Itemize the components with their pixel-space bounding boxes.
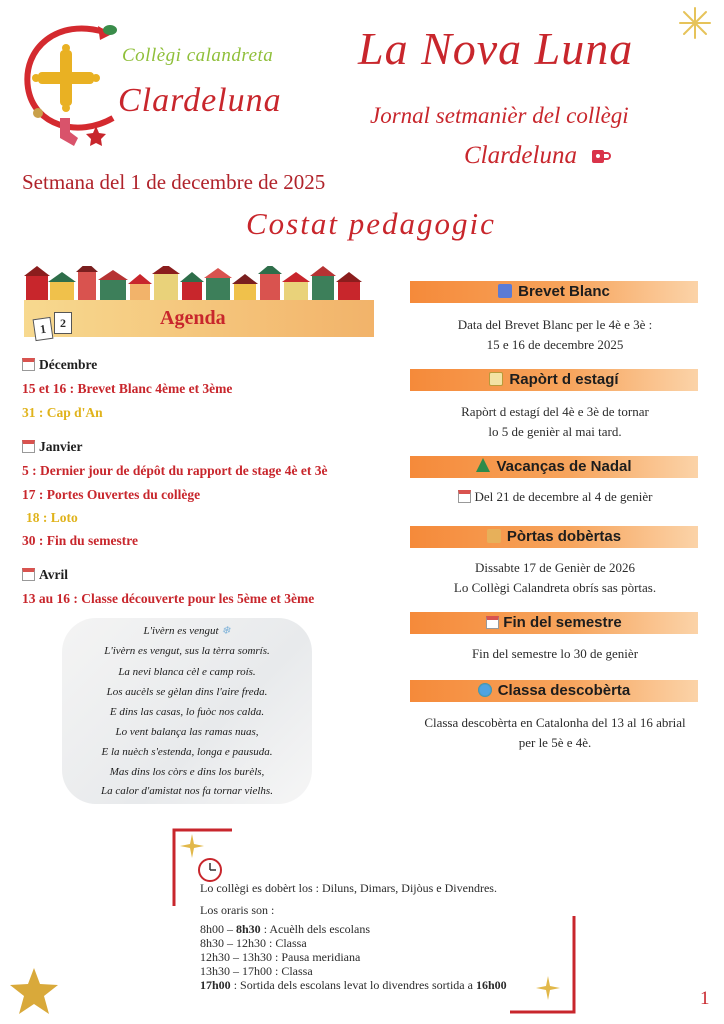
agenda-item: 17 : Portes Ouvertes du collège bbox=[22, 487, 201, 502]
poem-line: Lo vent balança las ramas nuas, bbox=[115, 726, 259, 738]
rapport-text: Rapòrt d estagí del 4è e 3è de tornar lo 5 de genièr al mai tard. bbox=[461, 404, 649, 439]
hours-line: 17h00 : Sortida dels escolans levat lo divendres sortida a 16h00 bbox=[200, 978, 507, 992]
agenda-month-april: Avril bbox=[22, 567, 68, 583]
school-name: Clardeluna bbox=[118, 82, 282, 119]
semestre-text: Fin del semestre lo 30 de genièr bbox=[471, 646, 639, 661]
newsletter-subtitle-school bbox=[464, 142, 611, 170]
calendar-icon bbox=[22, 568, 35, 581]
agenda-item: 18 : Loto bbox=[26, 510, 78, 525]
agenda-badge: 2 bbox=[54, 312, 72, 334]
week-label: Setmana del 1 de decembre de 2025 bbox=[22, 170, 326, 194]
hours-line: 12h30 – 13h30 : Pausa meridiana bbox=[200, 950, 361, 964]
hours-line: 13h30 – 17h00 : Classa bbox=[200, 964, 313, 978]
agenda-title: Agenda bbox=[160, 307, 226, 329]
snowflake-icon: ❄ bbox=[221, 625, 231, 637]
agenda-item: 13 au 16 : Classe découverte pour les 5ème et 3ème bbox=[22, 591, 315, 606]
classe-text: Classa descobèrta en Catalonha del 13 al 16 abrial per le 5è e 4è. bbox=[424, 715, 686, 750]
calendar-icon bbox=[22, 440, 35, 453]
agenda-item: 30 : Fin du semestre bbox=[22, 533, 138, 548]
section-title: Costat pedagogic bbox=[246, 206, 496, 241]
agenda-item: 15 et 16 : Brevet Blanc 4ème et 3ème bbox=[22, 381, 233, 396]
index-icon bbox=[498, 284, 512, 298]
poem-line: Mas dins los còrs e dins los burèls, bbox=[109, 766, 265, 778]
memo-icon bbox=[489, 372, 503, 386]
agenda-month-december: Décembre bbox=[22, 357, 97, 373]
vacances-text: Del 21 de decembre al 4 de genièr bbox=[400, 487, 710, 507]
hours-intro: Los oraris son : bbox=[200, 903, 275, 917]
christmas-tree-icon bbox=[476, 458, 490, 472]
portes-text: Dissabte 17 de Genièr de 2026 Lo Collègi Calandreta obrís sas pòrtas. bbox=[453, 560, 657, 595]
brevet-text: Data del Brevet Blanc per le 4è e 3è : 15 e 16 de decembre 2025 bbox=[457, 317, 653, 352]
portes-title: Pòrtas dobèrtas bbox=[410, 528, 698, 545]
agenda-month-january: Janvier bbox=[22, 439, 83, 455]
poem-title: L'ivèrn es vengut ❄ bbox=[143, 625, 231, 637]
calendar-icon bbox=[22, 358, 35, 371]
hours-line: 8h30 – 12h30 : Classa bbox=[200, 936, 307, 950]
calendar-icon bbox=[486, 616, 499, 629]
star-icon bbox=[8, 966, 60, 1016]
poem-line: L'ivèrn es vengut, sus la tèrra somrís. bbox=[104, 645, 270, 657]
poem-line: E dins las casas, lo fuòc nos calda. bbox=[109, 706, 265, 718]
school-label: Collègi calandreta bbox=[122, 45, 274, 66]
school-building-icon bbox=[487, 529, 501, 543]
poem-card bbox=[62, 618, 312, 804]
newsletter-title: La Nova Luna bbox=[358, 23, 634, 74]
newsletter-subtitle: Jornal setmanièr del collègi bbox=[370, 103, 629, 128]
agenda-item: 31 : Cap d'An bbox=[22, 405, 103, 420]
classe-title: Classa descobèrta bbox=[410, 682, 698, 699]
calendar-page-icon: 1 bbox=[33, 317, 54, 341]
rapport-title: Rapòrt d estagí bbox=[410, 371, 698, 388]
mug-icon bbox=[589, 144, 611, 166]
open-days: Lo collègi es dobèrt los : Diluns, Dimars, Dijòus e Divendres. bbox=[200, 881, 497, 895]
poem-line: E la nuèch s'estenda, longa e pausuda. bbox=[101, 746, 273, 758]
brevet-title: Brevet Blanc bbox=[410, 283, 698, 300]
calendar-icon bbox=[458, 490, 471, 503]
globe-icon bbox=[478, 683, 492, 697]
subtitle-school-text: Clardeluna bbox=[464, 142, 577, 169]
poem-line: La calor d'amistat nos fa tornar vielhs. bbox=[101, 785, 273, 797]
hours-line: 8h00 – 8h30 : Acuèlh dels escolans bbox=[200, 922, 370, 936]
agenda-item: 5 : Dernier jour de dépôt du rapport de stage 4è et 3è bbox=[22, 463, 328, 478]
page-number: 1 bbox=[700, 988, 710, 1009]
semestre-title: Fin del semestre bbox=[410, 614, 698, 631]
poem-line: Los aucèls se gèlan dins l'aire freda. bbox=[106, 686, 268, 698]
vacances-title: Vacanças de Nadal bbox=[410, 458, 698, 475]
poem-line: La nevi blanca cèl e camp roís. bbox=[118, 666, 256, 678]
